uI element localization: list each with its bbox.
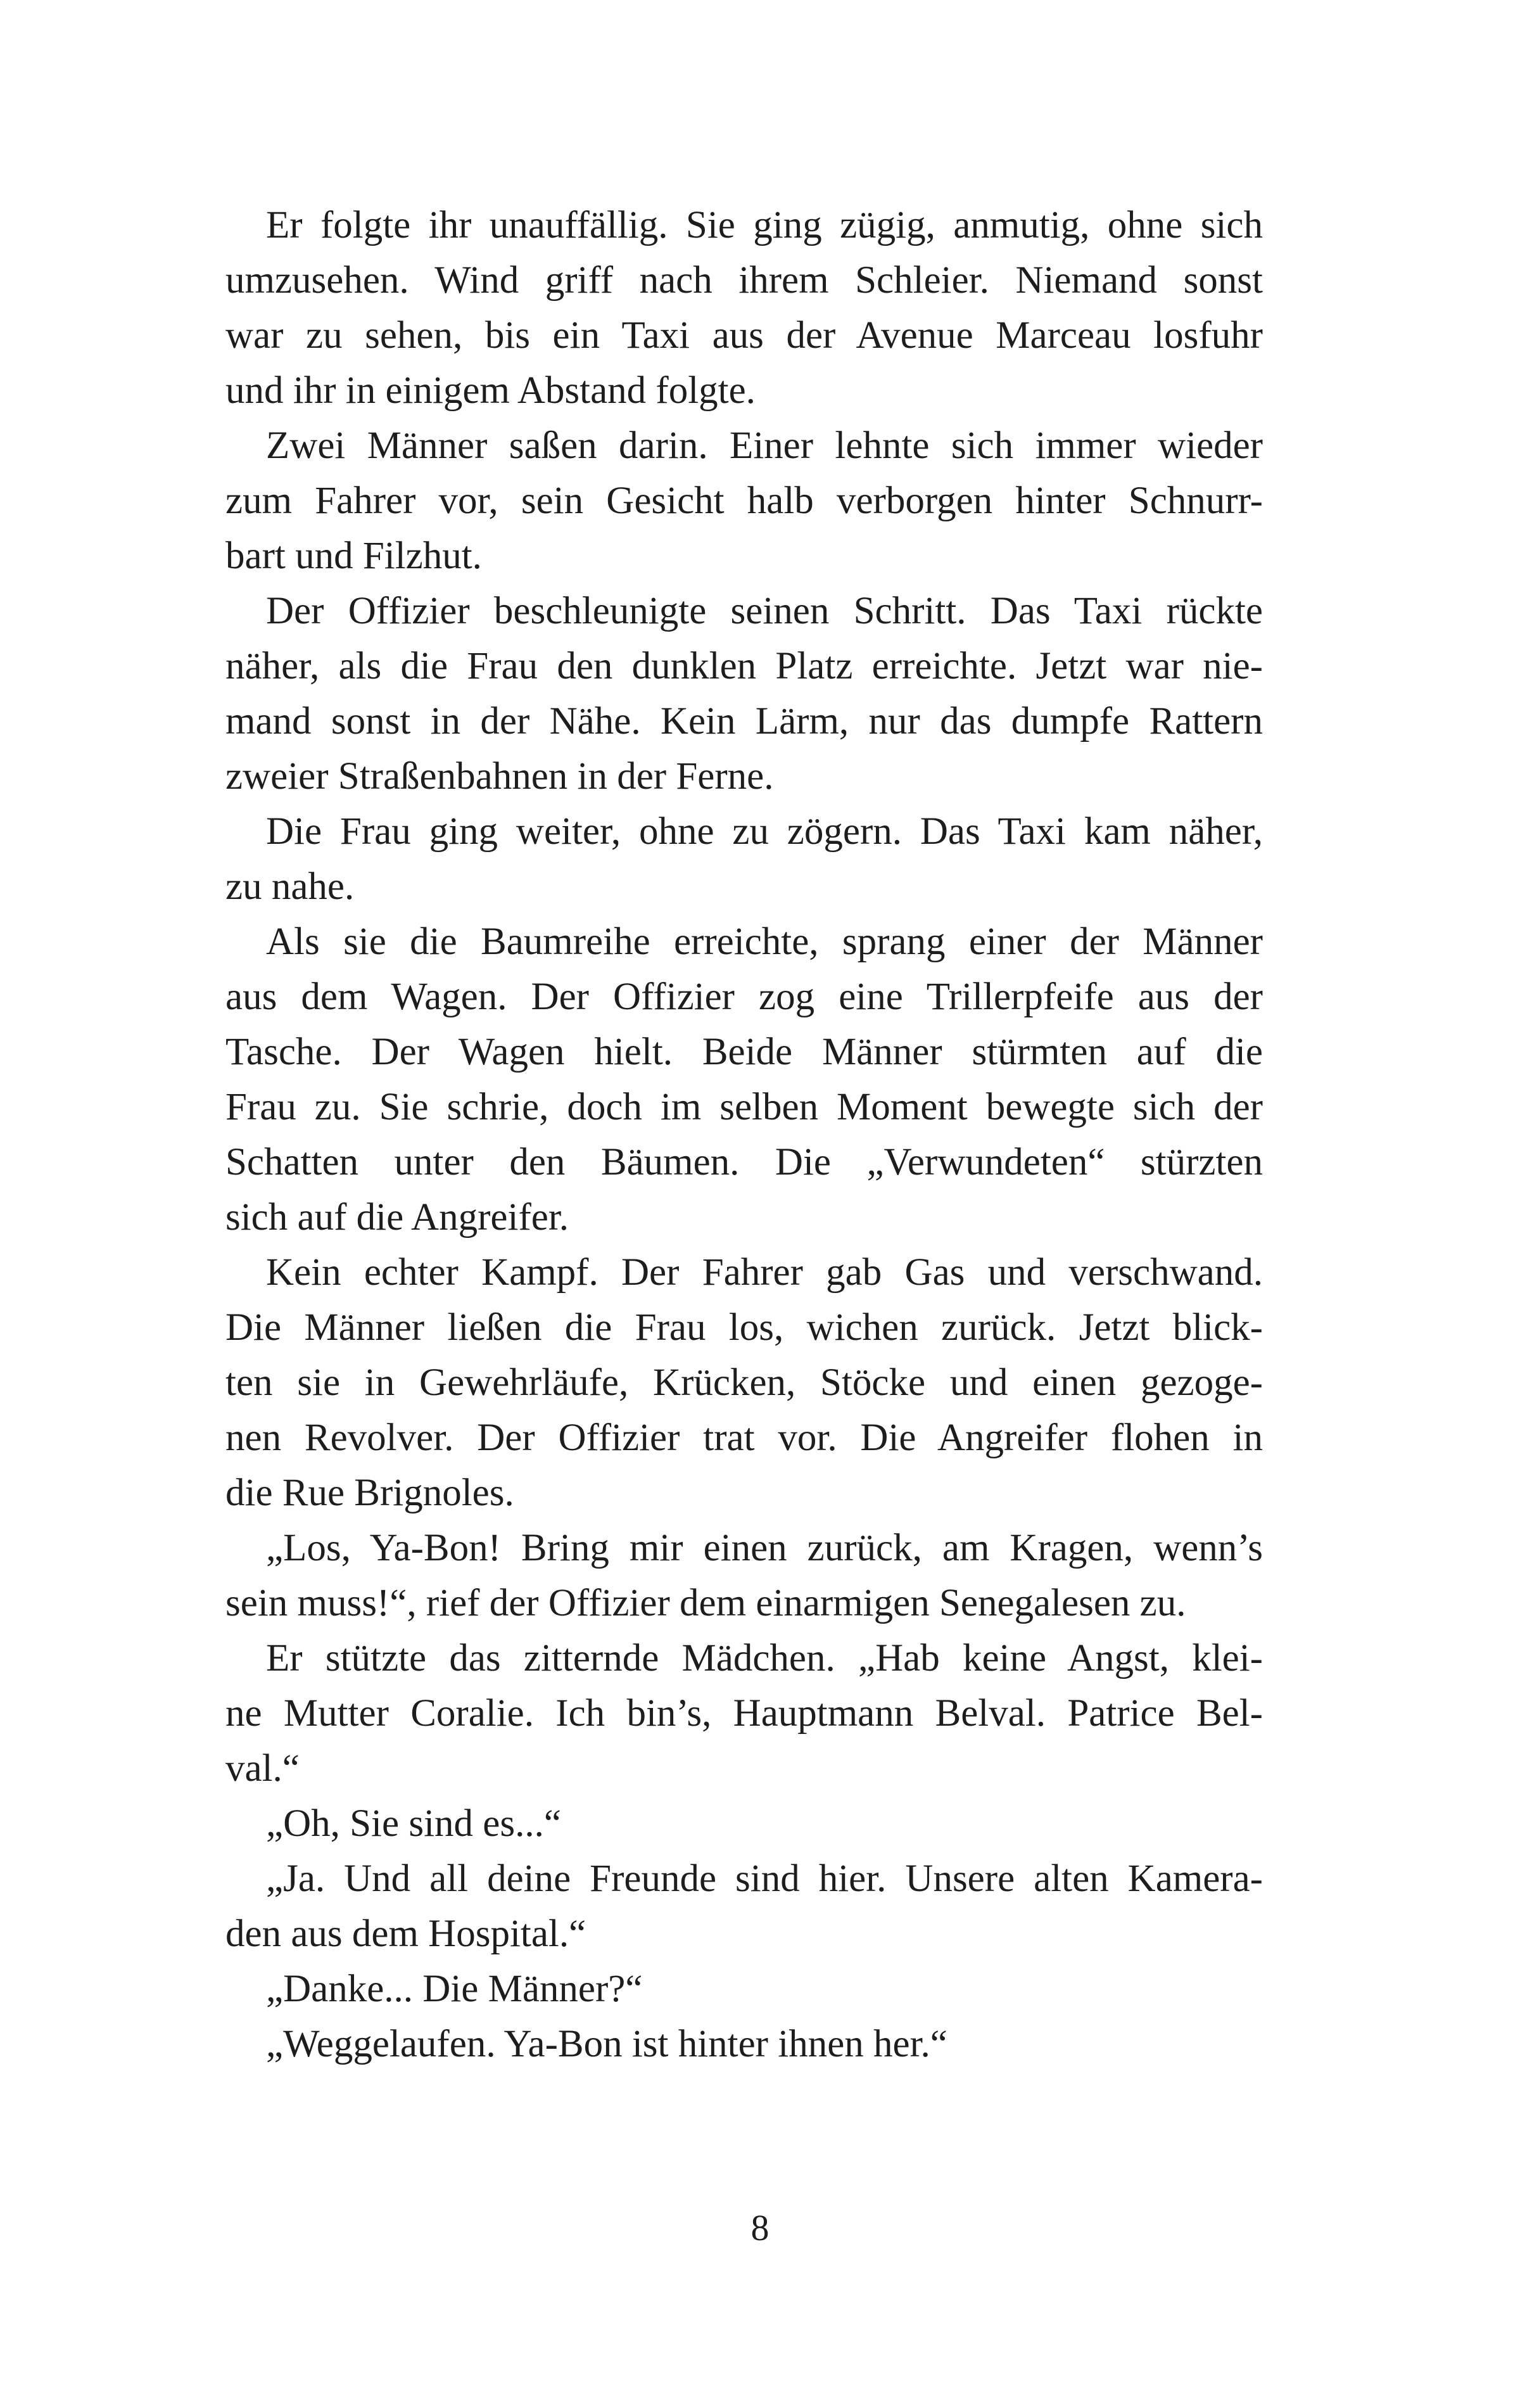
- text-line: nen Revolver. Der Offizier trat vor. Die Angreifer flohen in: [225, 1417, 1263, 1459]
- text-line: „Ja. Und all deine Freunde sind hier. Unsere alten Kamera-: [266, 1857, 1263, 1900]
- text-line: „Weggelaufen. Ya-Bon ist hinter ihnen her.“: [266, 2023, 947, 2065]
- page-number: 8: [750, 2207, 770, 2248]
- text-line: näher, als die Frau den dunklen Platz erreichte. Jetzt war nie-: [225, 645, 1263, 687]
- text-line: den aus dem Hospital.“: [225, 1913, 586, 1955]
- paragraph: [225, 418, 1263, 583]
- paragraph: [225, 804, 1263, 914]
- text-line: die Rue Brignoles.: [225, 1472, 514, 1514]
- text-line: bart und Filzhut.: [225, 535, 482, 577]
- text-line: zu nahe.: [225, 865, 355, 908]
- text-line: Kein echter Kampf. Der Fahrer gab Gas und verschwand.: [266, 1251, 1263, 1294]
- text-line: Zwei Männer saßen darin. Einer lehnte sich immer wieder: [266, 424, 1263, 467]
- text-line: Die Frau ging weiter, ohne zu zögern. Das Taxi kam näher,: [266, 810, 1263, 853]
- text-line: Er stützte das zitternde Mädchen. „Hab keine Angst, klei-: [266, 1637, 1263, 1679]
- paragraph: [225, 1796, 1263, 1851]
- text-line: Als sie die Baumreihe erreichte, sprang einer der Männer: [266, 921, 1263, 963]
- text-line: „Oh, Sie sind es...“: [266, 1802, 561, 1845]
- paragraph: [225, 2016, 1263, 2072]
- paragraph: [225, 1520, 1263, 1631]
- text-line: umzusehen. Wind griff nach ihrem Schleier. Niemand sonst: [225, 259, 1263, 302]
- paragraph: [225, 583, 1263, 804]
- text-line: sich auf die Angreifer.: [225, 1196, 569, 1239]
- text-line: zum Fahrer vor, sein Gesicht halb verborgen hinter Schnurr-: [225, 480, 1263, 522]
- text-line: ne Mutter Coralie. Ich bin’s, Hauptmann Belval. Patrice Bel-: [225, 1692, 1263, 1735]
- text-line: „Los, Ya-Bon! Bring mir einen zurück, am Kragen, wenn’s: [266, 1527, 1263, 1569]
- text-line: val.“: [225, 1747, 300, 1790]
- text-line: zweier Straßenbahnen in der Ferne.: [225, 755, 774, 798]
- paragraph: [225, 198, 1263, 418]
- text-line: und ihr in einigem Abstand folgte.: [225, 369, 756, 412]
- paragraph: [225, 1631, 1263, 1796]
- text-line: Tasche. Der Wagen hielt. Beide Männer stürmten auf die: [225, 1031, 1263, 1073]
- text-line: Der Offizier beschleunigte seinen Schritt. Das Taxi rückte: [266, 590, 1263, 632]
- text-line: Frau zu. Sie schrie, doch im selben Moment bewegte sich der: [225, 1086, 1263, 1128]
- text-line: aus dem Wagen. Der Offizier zog eine Trillerpfeife aus der: [225, 976, 1263, 1018]
- text-line: „Danke... Die Männer?“: [266, 1968, 643, 2010]
- text-line: mand sonst in der Nähe. Kein Lärm, nur das dumpfe Rattern: [225, 700, 1263, 742]
- text-line: ten sie in Gewehrläufe, Krücken, Stöcke und einen gezoge-: [225, 1361, 1263, 1404]
- text-line: Die Männer ließen die Frau los, wichen zurück. Jetzt blick-: [225, 1306, 1263, 1349]
- text-line: Er folgte ihr unauffällig. Sie ging zügig, anmutig, ohne sich: [266, 204, 1263, 246]
- text-block: [225, 198, 1263, 2072]
- paragraph: [225, 1245, 1263, 1520]
- paragraph: [225, 1851, 1263, 1961]
- text-line: war zu sehen, bis ein Taxi aus der Avenue Marceau losfuhr: [225, 314, 1263, 357]
- text-line: sein muss!“, rief der Offizier dem einarmigen Senegalesen zu.: [225, 1582, 1186, 1624]
- paragraph: [225, 914, 1263, 1245]
- text-line: Schatten unter den Bäumen. Die „Verwundeten“ stürzten: [225, 1141, 1263, 1183]
- paragraph: [225, 1961, 1263, 2016]
